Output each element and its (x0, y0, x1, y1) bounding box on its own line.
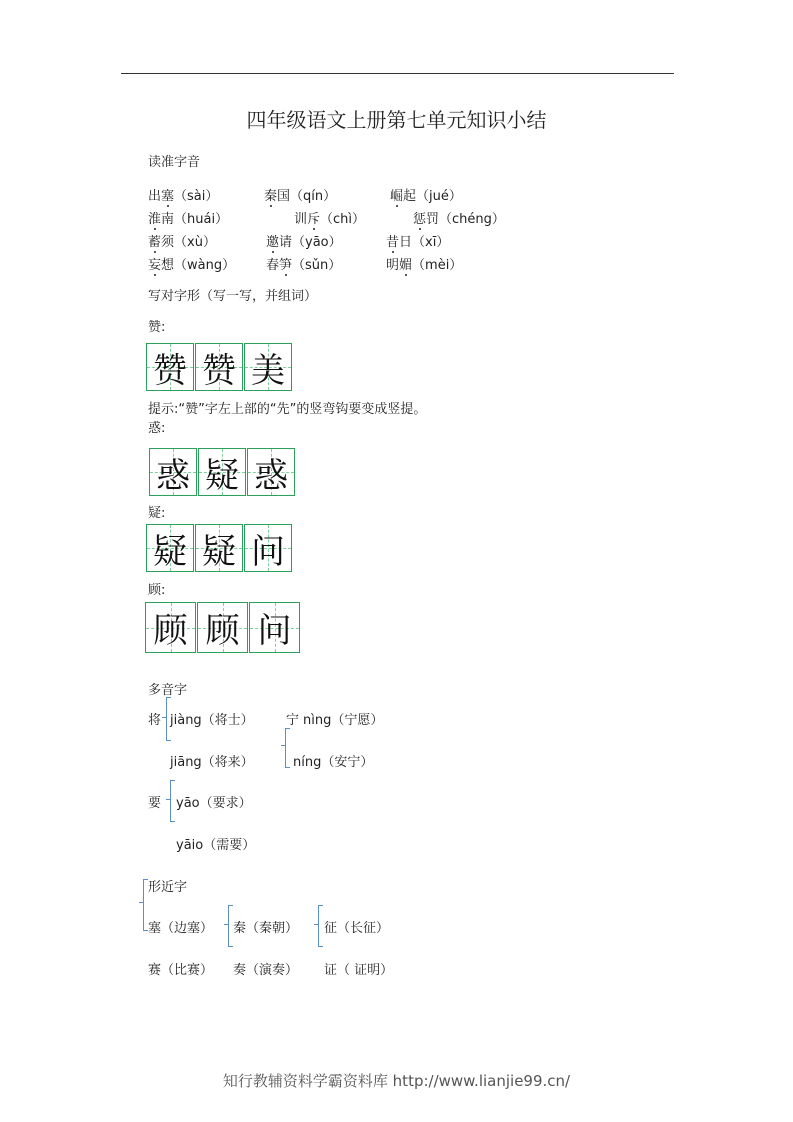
tip-text: 提示:“赞”字左上部的“先”的竖弯钩要变成竖提。 (148, 402, 427, 417)
group-label: 疑: (148, 506, 166, 521)
similar-item: 证（ 证明） (324, 963, 394, 978)
similar-item: 征（长征） (324, 921, 390, 936)
similar-item: 塞（边塞） (148, 921, 214, 936)
char-cell: 疑 (146, 524, 194, 572)
page-title: 四年级语文上册第七单元知识小结 (246, 108, 547, 132)
char-cell: 美 (244, 343, 292, 391)
char-cell: 顾 (145, 602, 196, 653)
brace-tick (224, 924, 229, 925)
pinyin-item: 妄想（wàng） (148, 258, 236, 273)
poly-reading: jiàng（将士） (170, 713, 254, 728)
poly-reading: yāo（要求） (176, 796, 252, 811)
poly-reading: níng（安宁） (293, 755, 374, 770)
section-similar-heading: 形近字 (148, 880, 188, 895)
pinyin-item: 明媚（mèi） (386, 258, 463, 273)
pinyin-item: 秦国（qín） (264, 189, 337, 204)
group-label: 赞: (148, 320, 166, 335)
brace (285, 728, 290, 768)
char-grid (146, 343, 293, 391)
section-poly-heading: 多音字 (148, 683, 188, 698)
brace-tick (139, 902, 144, 903)
char-cell: 惑 (247, 448, 295, 496)
section-read-heading: 读准字音 (148, 155, 201, 170)
top-rule (121, 73, 674, 74)
pinyin-item: 惩罚（chéng） (413, 212, 505, 227)
char-cell: 疑 (198, 448, 246, 496)
char-cell: 疑 (195, 524, 243, 572)
section-write-heading: 写对字形（写一写，并组词） (148, 289, 318, 304)
char-cell: 惑 (149, 448, 197, 496)
pinyin-item: 春笋（sǔn） (266, 258, 342, 273)
footer-watermark: 知行教辅资料学霸资料库 http://www.lianjie99.cn/ (222, 1072, 571, 1090)
brace-tick (162, 717, 167, 718)
pinyin-item: 训斥（chì） (294, 212, 366, 227)
poly-char: 要 (148, 796, 162, 811)
char-grid (145, 602, 301, 653)
char-cell: 问 (244, 524, 292, 572)
char-grid (146, 524, 293, 572)
char-cell: 问 (249, 602, 300, 653)
pinyin-item: 昔日（xī） (386, 235, 450, 250)
char-cell: 赞 (195, 343, 243, 391)
brace (318, 905, 323, 947)
poly-reading: yāio（需要） (176, 838, 256, 853)
char-cell: 赞 (146, 343, 194, 391)
pinyin-item: 出塞（sài） (148, 189, 219, 204)
similar-item: 秦（秦朝） (233, 921, 299, 936)
pinyin-item: 邀请（yāo） (266, 235, 342, 250)
pinyin-item: 蓄须（xù） (148, 235, 216, 250)
group-label: 顾: (148, 583, 166, 598)
poly-reading: jiāng（将来） (170, 755, 254, 770)
pinyin-item: 崛起（jué） (390, 189, 462, 204)
poly-char: 将 (148, 713, 162, 728)
brace-tick (166, 799, 171, 800)
pinyin-item: 淮南（huái） (148, 212, 229, 227)
char-cell: 顾 (197, 602, 248, 653)
similar-item: 奏（演奏） (233, 963, 299, 978)
brace (170, 780, 175, 822)
brace-tick (281, 745, 286, 746)
brace-tick (314, 924, 319, 925)
similar-item: 赛（比赛） (148, 963, 214, 978)
char-grid (149, 448, 296, 496)
poly-char: 宁 (286, 713, 300, 728)
poly-reading: nìng（宁愿） (303, 713, 384, 728)
group-label: 惑: (148, 421, 166, 436)
